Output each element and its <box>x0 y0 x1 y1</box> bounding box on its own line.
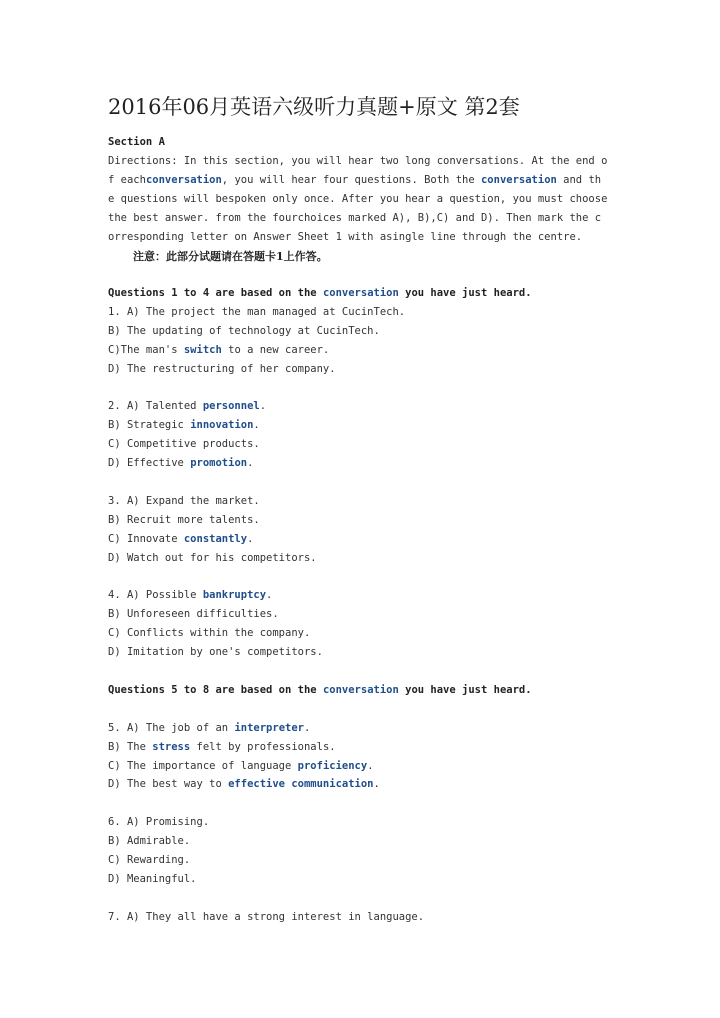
text-segment: C) Competitive products. <box>108 438 260 451</box>
text-segment: C) Conflicts within the company. <box>108 627 311 640</box>
answer-option <box>108 325 380 337</box>
directions-line <box>108 193 607 205</box>
text-segment: . <box>303 721 311 734</box>
highlighted-keyword: interpreter <box>234 721 304 734</box>
highlighted-keyword: effective communication <box>228 778 374 791</box>
answer-option <box>108 552 317 564</box>
text-segment: 4. A) Possible <box>108 589 203 602</box>
answer-option <box>108 533 253 545</box>
question-stem-option <box>108 816 209 828</box>
text-segment: D) Imitation by one's competitors. <box>108 646 323 659</box>
text-segment: . <box>259 400 267 413</box>
group-heading <box>108 684 532 696</box>
text-segment: 3. A) Expand the market. <box>108 494 260 507</box>
question-stem-option <box>108 722 310 734</box>
text-segment: . <box>247 457 254 470</box>
section-heading: Section A <box>108 136 165 148</box>
answer-option <box>108 760 374 772</box>
highlighted-keyword: personnel <box>202 400 260 413</box>
directions-line <box>108 174 601 186</box>
highlighted-keyword: conversation <box>480 173 557 186</box>
highlighted-keyword: proficiency <box>297 759 368 772</box>
text-segment: to a new career. <box>221 343 330 356</box>
text-segment: B) Strategic <box>108 419 191 432</box>
question-stem-option <box>108 495 260 507</box>
answer-option <box>108 363 336 375</box>
answer-option <box>108 778 380 790</box>
highlighted-keyword: bankruptcy <box>202 589 267 602</box>
highlighted-keyword: promotion <box>190 457 248 470</box>
page-title: 2016年06月英语六级听力真题+原文 第2套 <box>108 95 520 119</box>
directions-line <box>108 155 607 167</box>
answer-option <box>108 438 260 450</box>
highlighted-keyword: conversation <box>145 173 222 186</box>
text-segment: B) The updating of technology at CucinTech. <box>108 324 380 337</box>
answer-option <box>108 608 279 620</box>
text-segment: D) Effective <box>108 457 191 470</box>
text-segment: f each <box>108 173 146 186</box>
text-segment: D) The restructuring of her company. <box>108 362 336 375</box>
question-stem-option <box>108 589 272 601</box>
text-segment: felt by professionals. <box>190 740 336 753</box>
text-segment: orresponding letter on Answer Sheet 1 with asingle line through the centre. <box>108 230 583 243</box>
text-segment: Questions 5 to 8 are based on the <box>108 683 323 696</box>
answer-option <box>108 873 197 885</box>
answer-option <box>108 646 323 658</box>
highlighted-keyword: switch <box>183 343 222 356</box>
answer-option <box>108 741 336 753</box>
text-segment: C) Innovate <box>108 532 184 545</box>
text-segment: C) The importance of language <box>108 759 298 772</box>
text-segment: you have just heard. <box>398 683 532 696</box>
directions-line <box>108 212 601 224</box>
text-segment: B) The <box>108 740 153 753</box>
text-segment: and th <box>556 173 602 186</box>
text-segment: Directions: In this section, you will hear two long conversations. At the end o <box>108 155 608 167</box>
text-segment: . <box>266 589 273 602</box>
question-stem-option <box>108 911 424 923</box>
group-heading <box>108 287 532 299</box>
text-segment: Questions 1 to 4 are based on the <box>108 287 323 299</box>
text-segment: D) The best way to <box>108 778 229 791</box>
text-segment: e questions will bespoken only once. After you hear a question, you must choose <box>108 192 608 205</box>
answer-note: 注意：此部分试题请在答题卡1上作答。 <box>133 250 328 263</box>
highlighted-keyword: stress <box>152 740 191 753</box>
highlighted-keyword: innovation <box>190 419 254 432</box>
text-segment: 2. A) Talented <box>108 400 203 413</box>
text-segment: C)The man's <box>108 343 184 356</box>
text-segment: 6. A) Promising. <box>108 816 210 829</box>
text-segment: 5. A) The job of an <box>108 721 235 734</box>
text-segment: the best answer. from the fourchoices marked A), B),C) and D). Then mark the c <box>108 211 602 224</box>
text-segment: you have just heard. <box>398 287 532 299</box>
highlighted-keyword: constantly <box>183 532 248 545</box>
directions-line <box>108 231 582 243</box>
text-segment: . <box>373 778 380 791</box>
text-segment: D) Watch out for his competitors. <box>108 551 317 564</box>
answer-option <box>108 835 190 847</box>
answer-option <box>108 419 260 431</box>
text-segment: B) Unforeseen difficulties. <box>108 608 279 621</box>
text-segment: 7. A) They all have a strong interest in language. <box>108 910 425 923</box>
text-segment: B) Admirable. <box>108 835 191 848</box>
answer-option <box>108 627 310 639</box>
question-stem-option <box>108 306 405 318</box>
text-segment: C) Rewarding. <box>108 854 191 866</box>
question-stem-option <box>108 400 266 412</box>
answer-option <box>108 514 260 526</box>
highlighted-keyword: conversation <box>322 287 399 299</box>
text-segment: B) Recruit more talents. <box>108 513 260 526</box>
text-segment: D) Meaningful. <box>108 872 197 885</box>
text-segment: . <box>253 419 260 432</box>
answer-option <box>108 854 190 866</box>
text-segment: , you will hear four questions. Both the <box>221 173 481 186</box>
answer-option <box>108 344 329 356</box>
answer-option <box>108 457 253 469</box>
text-segment: 1. A) The project the man managed at CucinTech. <box>108 305 406 318</box>
text-segment: . <box>247 532 254 545</box>
text-segment: . <box>367 759 374 772</box>
highlighted-keyword: conversation <box>322 683 399 696</box>
